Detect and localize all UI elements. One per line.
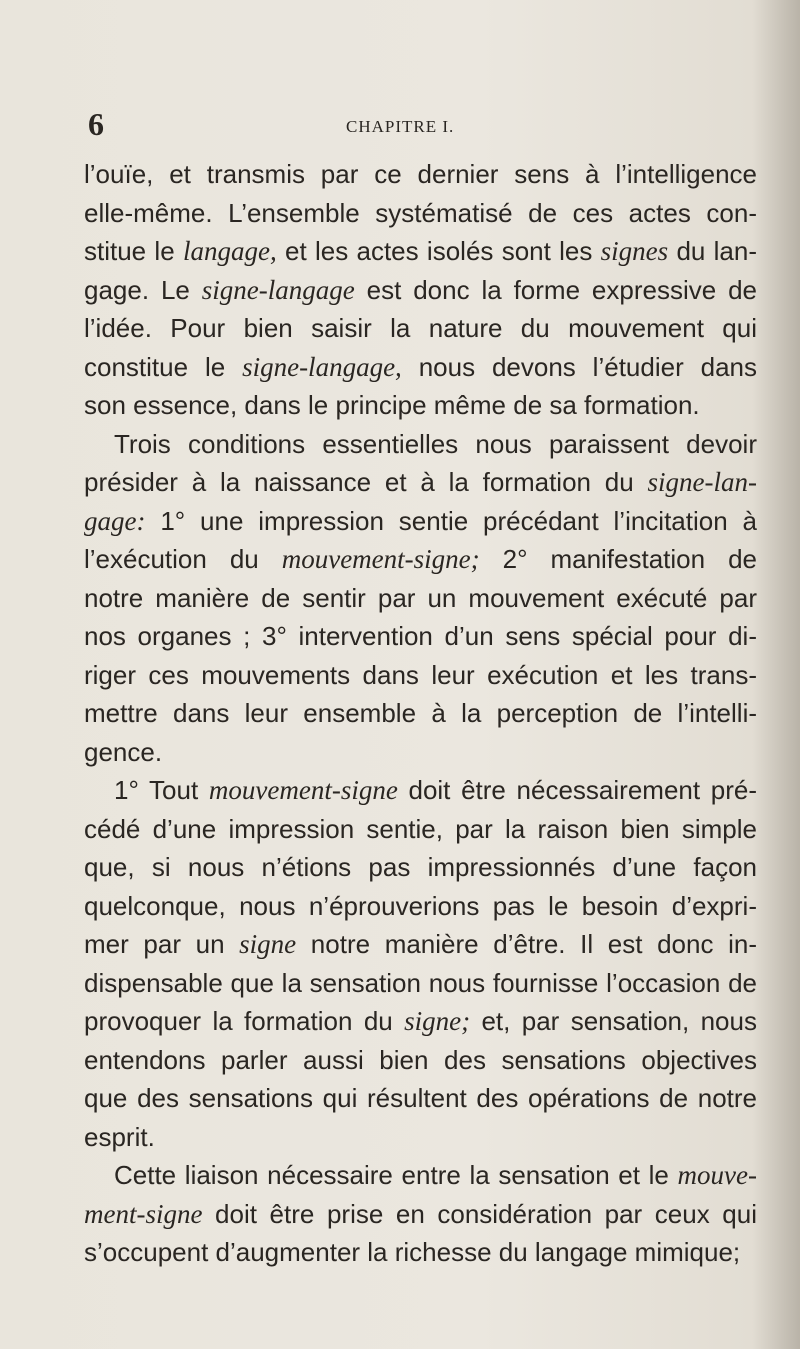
- text-line: présider à la naissance et à la formation du signe-lan-: [84, 467, 757, 497]
- running-head: CHAPITRE I.: [346, 117, 455, 136]
- text-line: s’occupent d’augmenter la richesse du langage mimique;: [84, 1237, 741, 1267]
- text-line: ment-signe doit être prise en considération par ceux qui: [84, 1198, 757, 1229]
- body-text: [84, 155, 757, 1272]
- text-line: gage: 1° une impression sentie précédant l’incitation à: [84, 505, 757, 536]
- italic-term: signe-lan-: [647, 467, 757, 497]
- italic-term: langage,: [182, 236, 277, 266]
- text-line: quelconque, nous n’éprouverions pas le besoin d’expri-: [84, 890, 757, 921]
- text-line: mer par un signe notre manière d’être. Il est donc in-: [84, 929, 757, 959]
- text-line: cédé d’une impression sentie, par la raison bien simple: [84, 813, 757, 844]
- italic-term: mouvement-signe;: [281, 544, 480, 574]
- text-line: son essence, dans le principe même de sa formation.: [84, 390, 700, 420]
- italic-term: ment-signe: [84, 1198, 203, 1229]
- text-line: que des sensations qui résultent des opérations de notre: [84, 1083, 757, 1113]
- italic-term: signe-langage: [201, 274, 355, 305]
- text-line: nos organes ; 3° intervention d’un sens spécial pour di-: [84, 621, 757, 651]
- text-line: l’idée. Pour bien saisir la nature du mouvement qui: [84, 313, 757, 343]
- italic-term: mouvement-signe: [208, 775, 398, 805]
- italic-term: gage:: [84, 505, 146, 536]
- text-line: constitue le signe-langage, nous devons l’étudier dans: [84, 351, 758, 382]
- text-line: entendons parler aussi bien des sensations objectives: [84, 1044, 757, 1075]
- text-line: Cette liaison nécessaire entre la sensation et le mouve-: [114, 1160, 757, 1190]
- text-line: dispensable que la sensation nous fournisse l’occasion de: [84, 967, 757, 998]
- italic-term: signes: [600, 236, 669, 266]
- text-line: mettre dans leur ensemble à la perception de l’intelli-: [84, 698, 757, 728]
- text-line: Trois conditions essentielles nous paraissent devoir: [114, 428, 757, 459]
- italic-term: mouve-: [677, 1160, 757, 1190]
- page-header: [86, 106, 766, 146]
- italic-term: signe;: [404, 1006, 471, 1036]
- text-line: l’ouïe, et transmis par ce dernier sens à l’intelligence: [84, 159, 757, 189]
- text-line: 1° Tout mouvement-signe doit être nécessairement pré-: [114, 775, 757, 805]
- text-line: notre manière de sentir par un mouvement exécuté par: [84, 582, 757, 613]
- text-line: riger ces mouvements dans leur exécution et les trans-: [84, 659, 757, 690]
- text-line: stitue le langage, et les actes isolés sont les signes du lan-: [84, 236, 758, 266]
- text-line: esprit.: [84, 1121, 155, 1152]
- text-line: l’exécution du mouvement-signe; 2° manifestation de: [84, 544, 757, 574]
- text-line: elle-même. L’ensemble systématisé de ces actes con-: [84, 197, 757, 228]
- text-line: provoquer la formation du signe; et, par sensation, nous: [84, 1006, 757, 1036]
- page-number: 6: [88, 106, 104, 142]
- italic-term: signe: [239, 929, 297, 959]
- text-line: gence.: [84, 736, 163, 767]
- italic-term: signe-langage,: [242, 351, 402, 382]
- text-line: que, si nous n’étions pas impressionnés d’une façon: [84, 852, 757, 882]
- text-line: gage. Le signe-langage est donc la forme expressive de: [84, 274, 758, 305]
